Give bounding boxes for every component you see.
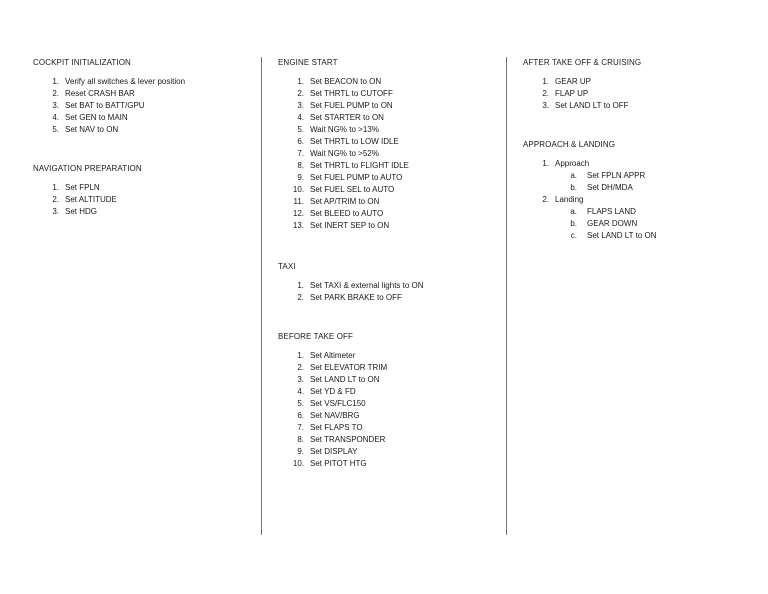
item-text: Set GEN to MAIN [65,113,128,122]
item-number: 5. [297,125,304,134]
item-number: 2. [297,363,304,372]
item-number: 2. [297,293,304,302]
list-item [33,112,253,124]
item-number: 1. [542,159,549,168]
item-number: 1. [297,281,304,290]
column-divider-right [506,57,507,535]
item-number: 8. [297,161,304,170]
item-number: 12. [292,209,304,218]
item-number: 6. [297,411,304,420]
approach-landing-list [523,158,753,242]
list-item [278,292,498,304]
item-text: Set INERT SEP to ON [310,221,390,230]
list-item [33,206,253,218]
item-text: Verify all switches & lever position [65,77,186,86]
list-item [278,386,498,398]
item-number: 3. [52,101,59,110]
list-item [278,160,498,172]
list-item [33,194,253,206]
sub-list-item [523,206,753,218]
section-title-taxi: TAXI [278,262,296,271]
list-item [278,148,498,160]
item-text: Set ELEVATOR TRIM [310,363,388,372]
item-text: Set FLAPS TO [310,423,363,432]
item-text: Set LAND LT to OFF [555,101,629,110]
section-title-before-take-off: BEFORE TAKE OFF [278,332,353,341]
list-item [278,410,498,422]
list-item [278,172,498,184]
item-text: Set LAND LT to ON [310,375,380,384]
item-text: Approach [555,159,590,168]
section-title-cockpit-initialization: COCKPIT INITIALIZATION [33,58,131,67]
item-text: FLAPS LAND [587,207,636,216]
item-text: Set PITOT HTG [310,459,367,468]
list-item [278,350,498,362]
item-text: Set YD & FD [310,387,356,396]
sub-list-item [523,170,753,182]
item-text: Set TAXI & external lights to ON [310,281,424,290]
item-text: Set STARTER to ON [310,113,384,122]
item-text: Reset CRASH BAR [65,89,135,98]
item-text: Set DISPLAY [310,447,358,456]
list-item [278,220,498,232]
item-letter: c. [570,231,577,240]
item-number: 11. [293,197,304,206]
item-number: 1. [297,77,304,86]
taxi-list [278,280,498,304]
item-text: Landing [555,195,584,204]
item-number: 4. [297,387,304,396]
item-number: 5. [52,125,59,134]
list-item [278,88,498,100]
item-text: GEAR UP [555,77,592,86]
item-number: 4. [297,113,304,122]
item-number: 3. [297,101,304,110]
item-number: 6. [297,137,304,146]
item-text: Set LAND LT to ON [587,231,657,240]
list-item [278,112,498,124]
column-right [523,57,753,242]
item-text: Set BLEED to AUTO [310,209,384,218]
item-number: 1. [542,77,549,86]
list-item [278,446,498,458]
section-title-engine-start: ENGINE START [278,58,338,67]
item-text: Set THRTL to CUTOFF [310,89,393,98]
item-number: 1. [52,183,59,192]
section-title-after-take-off: AFTER TAKE OFF & CRUISING [523,58,642,67]
list-item [278,280,498,292]
item-text: Wait NG% to >52% [310,149,379,158]
list-item [278,76,498,88]
list-item [278,374,498,386]
item-number: 9. [297,173,304,182]
list-item [278,184,498,196]
list-item [33,88,253,100]
item-number: 4. [52,113,59,122]
cockpit-initialization-list [33,76,253,136]
item-number: 9. [297,447,304,456]
item-letter: b. [570,219,577,228]
list-item [33,76,253,88]
list-item [278,398,498,410]
item-number: 10. [292,459,304,468]
item-number: 10. [292,185,304,194]
item-text: Set FUEL PUMP to ON [310,101,393,110]
item-text: Set FUEL SEL to AUTO [310,185,395,194]
item-text: Set PARK BRAKE to OFF [310,293,402,302]
item-number: 2. [542,195,549,204]
item-number: 1. [52,77,59,86]
item-number: 2. [542,89,549,98]
item-text: Set AP/TRIM to ON [310,197,380,206]
column-divider-left [261,57,262,535]
list-item [278,100,498,112]
item-text: Set FPLN [65,183,100,192]
section-title-approach-landing: APPROACH & LANDING [523,140,616,149]
item-text: Set BAT to BATT/GPU [65,101,145,110]
list-item [33,124,253,136]
item-number: 7. [297,149,304,158]
item-number: 5. [297,399,304,408]
list-item [278,208,498,220]
list-item [278,362,498,374]
sub-list-item [523,218,753,230]
list-item [523,88,753,100]
list-item [278,124,498,136]
list-item [523,194,753,206]
item-text: Set HDG [65,207,98,216]
column-left [33,57,253,218]
list-item [33,182,253,194]
item-text: Set THRTL to LOW IDLE [310,137,399,146]
list-item [278,196,498,208]
engine-start-list [278,76,498,232]
item-number: 13. [292,221,304,230]
list-item [523,76,753,88]
list-item [523,100,753,112]
item-letter: a. [570,207,577,216]
item-text: Set BEACON to ON [310,77,382,86]
item-number: 3. [52,207,59,216]
item-number: 1. [297,351,304,360]
list-item [523,158,753,170]
item-text: Wait NG% to >13% [310,125,379,134]
item-text: Set ALTITUDE [65,195,117,204]
list-item [278,434,498,446]
item-text: Set VS/FLC150 [310,399,366,408]
item-text: Set FUEL PUMP to AUTO [310,173,403,182]
item-number: 8. [297,435,304,444]
item-number: 7. [297,423,304,432]
navigation-preparation-list [33,182,253,218]
item-text: Set NAV/BRG [310,411,360,420]
section-title-navigation-preparation: NAVIGATION PREPARATION [33,164,142,173]
before-take-off-list [278,350,498,470]
item-number: 2. [52,89,59,98]
sub-list-item [523,230,753,242]
after-take-off-list [523,76,753,112]
list-item [278,136,498,148]
list-item [278,422,498,434]
item-text: Set Altimeter [310,351,356,360]
item-letter: a. [570,171,577,180]
column-middle [278,57,498,470]
item-number: 3. [297,375,304,384]
list-item [278,458,498,470]
item-text: GEAR DOWN [587,219,638,228]
sub-list-item [523,182,753,194]
item-text: Set TRANSPONDER [310,435,386,444]
item-text: Set THRTL to FLIGHT IDLE [310,161,409,170]
item-text: Set DH/MDA [587,183,633,192]
item-number: 2. [52,195,59,204]
item-letter: b. [570,183,577,192]
item-text: FLAP UP [555,89,589,98]
item-number: 2. [297,89,304,98]
item-text: Set FPLN APPR [587,171,646,180]
list-item [33,100,253,112]
item-text: Set NAV to ON [65,125,119,134]
item-number: 3. [542,101,549,110]
